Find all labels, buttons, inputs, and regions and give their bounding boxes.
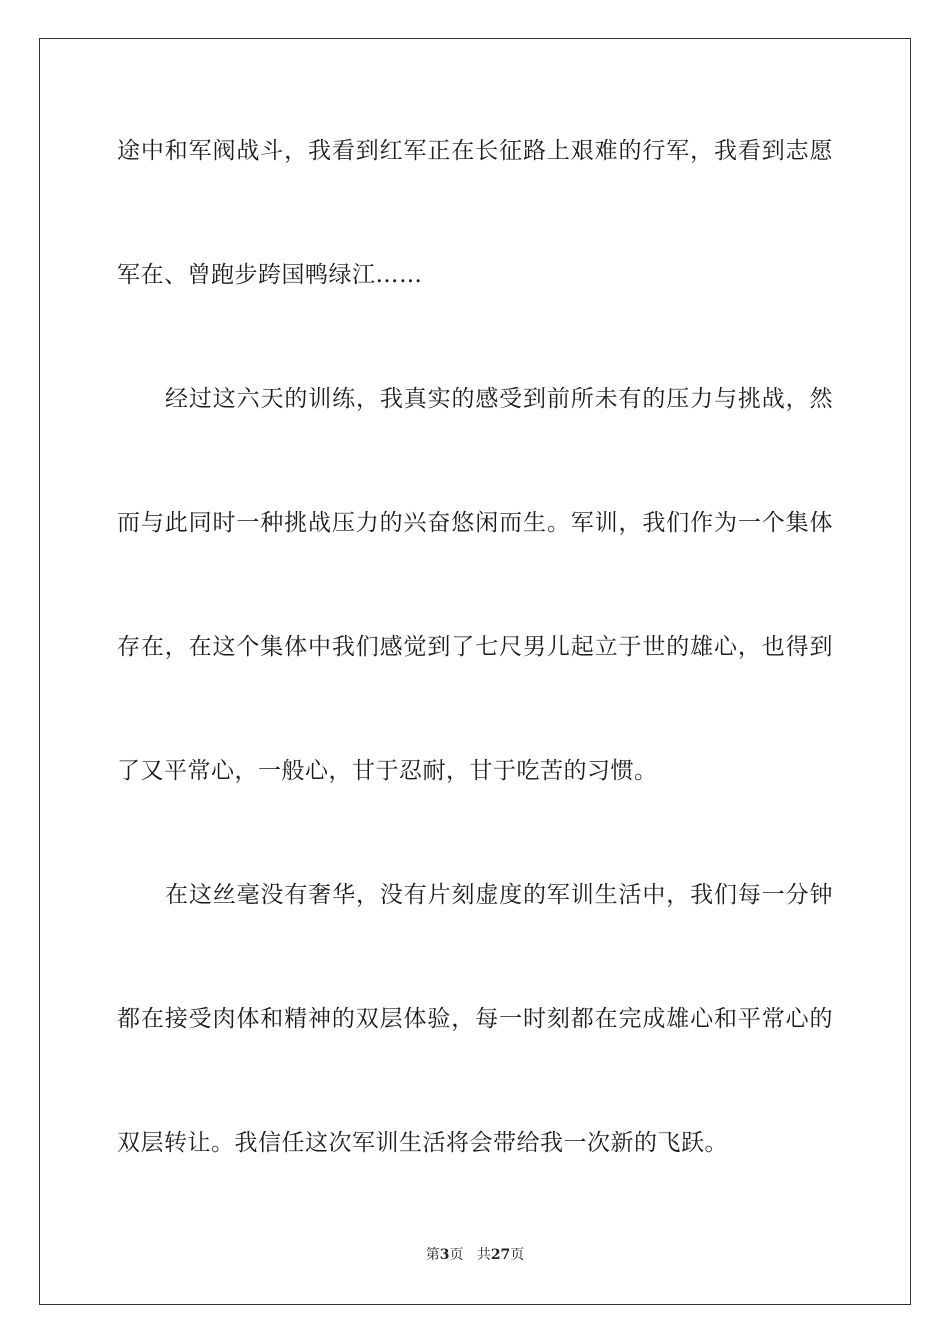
total-suffix: 页 xyxy=(510,1247,525,1263)
paragraph-3-line-2: 都在接受肉体和精神的双层体验，每一时刻都在完成雄心和平常心的 xyxy=(117,1006,833,1032)
paragraph-3-line-1: 在这丝毫没有奢华，没有片刻虚度的军训生活中，我们每一分钟 xyxy=(165,882,833,908)
total-pages: 27 xyxy=(490,1247,511,1263)
total-prefix: 共 xyxy=(476,1247,491,1263)
page-suffix: 页 xyxy=(449,1247,464,1263)
page-number: 3 xyxy=(439,1247,450,1263)
text-line-1: 途中和军阀战斗，我看到红军正在长征路上艰难的行军，我看到志愿 xyxy=(117,138,833,164)
paragraph-2-line-3: 存在，在这个集体中我们感觉到了七尺男儿起立于世的雄心，也得到 xyxy=(117,634,833,660)
page-prefix: 第 xyxy=(425,1247,440,1263)
page-footer xyxy=(0,1246,950,1264)
paragraph-2-line-2: 而与此同时一种挑战压力的兴奋悠闲而生。军训，我们作为一个集体 xyxy=(117,510,833,536)
paragraph-3-line-3: 双层转让。我信任这次军训生活将会带给我一次新的飞跃。 xyxy=(117,1130,728,1156)
paragraph-2-line-1: 经过这六天的训练，我真实的感受到前所未有的压力与挑战，然 xyxy=(165,386,833,412)
page-border xyxy=(39,38,911,1305)
paragraph-2-line-4: 了又平常心，一般心，甘于忍耐，甘于吃苦的习惯。 xyxy=(117,758,658,784)
text-line-2: 军在、曾跑步跨国鸭绿江…… xyxy=(117,262,423,288)
